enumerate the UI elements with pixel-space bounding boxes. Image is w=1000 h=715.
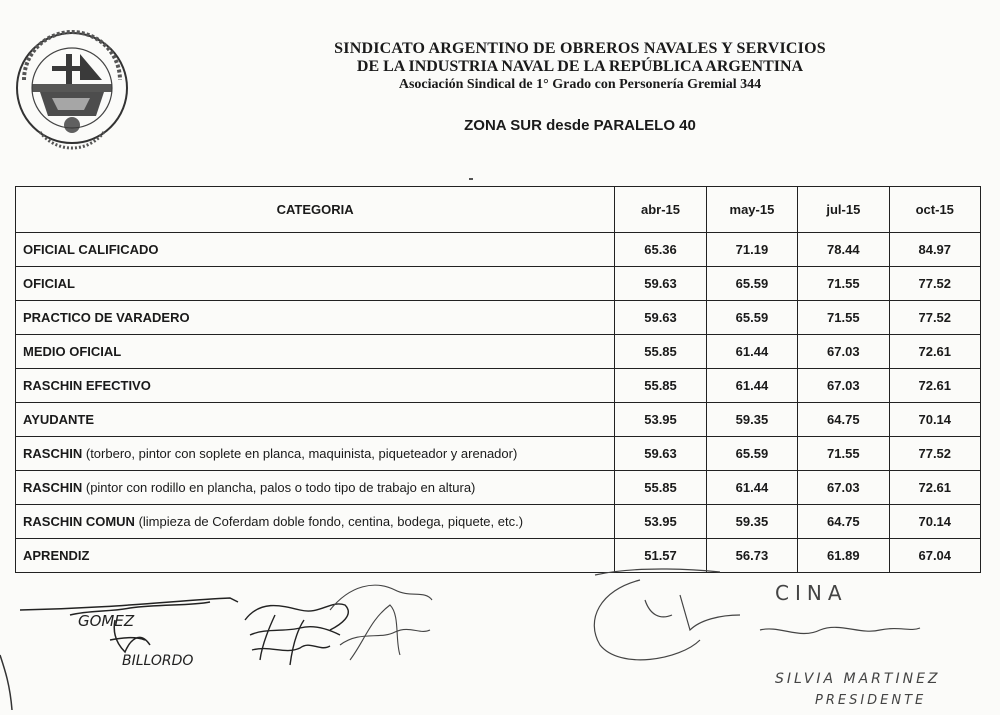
category-name: OFICIAL CALIFICADO <box>23 242 159 257</box>
signature-scribble-2 <box>245 604 348 665</box>
value-cell: 72.61 <box>889 335 980 369</box>
signature-presidente <box>594 569 920 660</box>
value-cell: 77.52 <box>889 437 980 471</box>
value-cell: 61.44 <box>706 369 797 403</box>
table-header-row <box>16 187 981 233</box>
value-cell: 53.95 <box>615 403 706 437</box>
signature-gomez-name: GOMEZ <box>78 612 135 630</box>
value-cell: 72.61 <box>889 369 980 403</box>
value-cell: 67.03 <box>798 335 889 369</box>
table-row <box>16 403 981 437</box>
value-cell: 53.95 <box>615 505 706 539</box>
value-cell: 61.89 <box>798 539 889 573</box>
value-cell: 56.73 <box>706 539 797 573</box>
value-cell: 71.19 <box>706 233 797 267</box>
value-cell: 72.61 <box>889 471 980 505</box>
value-cell: 67.03 <box>798 369 889 403</box>
value-cell: 61.44 <box>706 335 797 369</box>
value-cell: 59.63 <box>615 301 706 335</box>
category-detail: (limpieza de Coferdam doble fondo, centina, bodega, piquete, etc.) <box>138 514 524 529</box>
category-detail: (torbero, pintor con soplete en planca, maquinista, piqueteador y arenador) <box>85 446 518 461</box>
table-row <box>16 233 981 267</box>
signature-cina: CINA <box>775 581 848 605</box>
header-month: jul-15 <box>798 187 889 233</box>
value-cell: 59.63 <box>615 267 706 301</box>
signature-scribble-3 <box>330 585 432 660</box>
value-cell: 70.14 <box>889 403 980 437</box>
header-categoria: CATEGORIA <box>16 187 615 233</box>
value-cell: 71.55 <box>798 301 889 335</box>
category-cell <box>16 471 615 505</box>
category-cell <box>16 233 615 267</box>
value-cell: 59.35 <box>706 403 797 437</box>
value-cell: 64.75 <box>798 505 889 539</box>
signature-presidente-title: PRESIDENTE <box>815 693 927 708</box>
value-cell: 77.52 <box>889 267 980 301</box>
value-cell: 67.04 <box>889 539 980 573</box>
union-header <box>300 40 860 94</box>
category-cell <box>16 301 615 335</box>
category-name: RASCHIN <box>23 446 83 461</box>
table-row <box>16 471 981 505</box>
value-cell: 67.03 <box>798 471 889 505</box>
table-row <box>16 369 981 403</box>
signatures-area <box>0 560 1000 715</box>
table-row <box>16 437 981 471</box>
value-cell: 55.85 <box>615 369 706 403</box>
header-line-2: DE LA INDUSTRIA NAVAL DE LA REPÚBLICA ARGENTINA <box>356 58 804 75</box>
value-cell: 59.35 <box>706 505 797 539</box>
value-cell: 59.63 <box>615 437 706 471</box>
value-cell: 61.44 <box>706 471 797 505</box>
category-name: RASCHIN COMUN <box>23 514 135 529</box>
table-row <box>16 335 981 369</box>
category-cell <box>16 369 615 403</box>
table-row <box>16 505 981 539</box>
category-name: PRACTICO DE VARADERO <box>23 310 190 325</box>
value-cell: 55.85 <box>615 471 706 505</box>
table-row <box>16 267 981 301</box>
header-month: abr-15 <box>615 187 706 233</box>
value-cell: 65.36 <box>615 233 706 267</box>
category-cell <box>16 267 615 301</box>
value-cell: 84.97 <box>889 233 980 267</box>
value-cell: 55.85 <box>615 335 706 369</box>
value-cell: 65.59 <box>706 301 797 335</box>
category-cell <box>16 403 615 437</box>
category-name: AYUDANTE <box>23 412 95 427</box>
value-cell: 65.59 <box>706 267 797 301</box>
value-cell: 71.55 <box>798 267 889 301</box>
value-cell: 78.44 <box>798 233 889 267</box>
header-month: oct-15 <box>889 187 980 233</box>
header-line-1: SINDICATO ARGENTINO DE OBREROS NAVALES Y SERVICIOS <box>334 40 826 57</box>
zone-title: ZONA SUR desde PARALELO 40 <box>464 117 696 134</box>
category-name: APRENDIZ <box>23 548 90 563</box>
union-seal-logo <box>10 20 135 160</box>
value-cell: 71.55 <box>798 437 889 471</box>
value-cell: 65.59 <box>706 437 797 471</box>
signature-billordo-name: BILLORDO <box>122 653 194 669</box>
category-name: MEDIO OFICIAL <box>23 344 122 359</box>
signature-martinez-name: SILVIA MARTINEZ <box>775 671 941 687</box>
header-month: may-15 <box>706 187 797 233</box>
category-cell <box>16 437 615 471</box>
category-name: OFICIAL <box>23 276 75 291</box>
category-detail: (pintor con rodillo en plancha, palos o todo tipo de trabajo en altura) <box>85 480 476 495</box>
wage-table <box>15 186 981 573</box>
value-cell: 77.52 <box>889 301 980 335</box>
speck <box>469 178 473 180</box>
page-edge-mark <box>0 655 12 710</box>
category-cell <box>16 335 615 369</box>
value-cell: 64.75 <box>798 403 889 437</box>
category-cell <box>16 505 615 539</box>
category-name: RASCHIN EFECTIVO <box>23 378 151 393</box>
header-line-3: Asociación Sindical de 1° Grado con Personería Gremial 344 <box>398 77 762 92</box>
value-cell: 51.57 <box>615 539 706 573</box>
value-cell: 70.14 <box>889 505 980 539</box>
table-row <box>16 301 981 335</box>
category-name: RASCHIN <box>23 480 83 495</box>
